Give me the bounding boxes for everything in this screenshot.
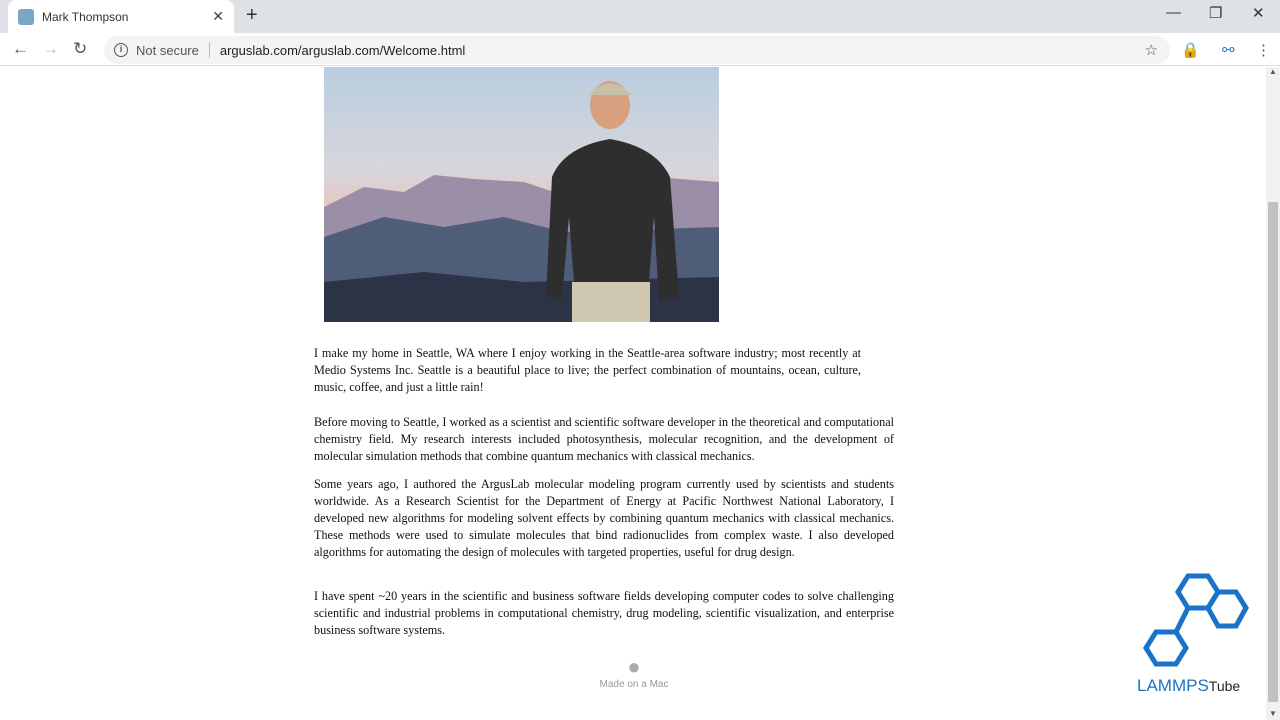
- browser-toolbar: [0, 33, 1280, 66]
- scrollbar-thumb[interactable]: [1268, 202, 1278, 702]
- close-tab-icon[interactable]: ✕: [212, 8, 224, 24]
- new-tab-button[interactable]: +: [246, 4, 258, 26]
- tab-bar: [0, 0, 1280, 33]
- restore-button[interactable]: ❐: [1209, 5, 1223, 22]
- made-on-mac-badge[interactable]: [596, 655, 672, 690]
- extension-lock-icon[interactable]: 🔒: [1181, 42, 1200, 59]
- favicon-icon: [18, 9, 34, 25]
- paragraph-arguslab: Some years ago, I authored the ArgusLab molecular modeling program currently used by scientists and students worldwide. As a Research Scientist for the Department of Energy at Pacific Northwest National Laboratory, I developed new algorithms for modeling solvent effects by combining quantum mechanics with classical mechanics. These methods were used to simulate molecules that bind radionuclides from complex waste. I also developed algorithms for automating the design of molecules with targeted properties, useful for drug design.: [314, 477, 894, 559]
- photo-illustration: [324, 67, 719, 322]
- lammps-tube-watermark: [1134, 570, 1264, 700]
- hexagon-logo-icon: [1134, 570, 1264, 675]
- extension-molecule-icon[interactable]: ⚯: [1222, 42, 1235, 59]
- bookmark-star-icon[interactable]: ☆: [1144, 42, 1158, 59]
- made-on-mac-label: Made on a Mac: [599, 679, 669, 690]
- reload-button[interactable]: ↻: [73, 39, 88, 58]
- menu-icon[interactable]: ⋮: [1256, 42, 1271, 59]
- scroll-up-arrow[interactable]: ▲: [1269, 67, 1277, 76]
- paragraph-intro: I make my home in Seattle, WA where I enjoy working in the Seattle-area software industry; most recently at Medio Systems Inc. Seattle is a beautiful place to live; the perfect combination of mountains, ocean, culture, music, coffee, and just a little rain!: [314, 346, 861, 394]
- lammps-tube-label: LAMMPSTube: [1137, 676, 1241, 695]
- scroll-down-arrow[interactable]: ▼: [1269, 709, 1277, 718]
- apple-icon: ●: [627, 654, 641, 679]
- url-text[interactable]: arguslab.com/arguslab.com/Welcome.html: [219, 42, 466, 58]
- forward-button[interactable]: →: [42, 39, 59, 58]
- security-label: Not secure: [136, 42, 199, 58]
- profile-photo: [324, 67, 719, 322]
- info-icon[interactable]: i: [114, 43, 128, 57]
- paragraph-experience: I have spent ~20 years in the scientific and business software fields developing computer codes to solve challenging scientific and industrial problems in computational chemistry, drug modeling, scientific visualization, and enterprise business software systems.: [314, 589, 894, 637]
- back-button[interactable]: ←: [12, 39, 29, 58]
- tab-mark-thompson[interactable]: [8, 0, 234, 33]
- minimize-button[interactable]: —: [1166, 4, 1181, 21]
- paragraph-background: Before moving to Seattle, I worked as a scientist and scientific software developer in the theoretical and computational chemistry field. My research interests included photosynthesis, molecular recognition, and the development of molecular simulation methods that combine quantum mechanics with classical mechanics.: [314, 415, 894, 463]
- close-window-button[interactable]: ✕: [1252, 5, 1265, 22]
- address-bar[interactable]: [104, 36, 1170, 64]
- tab-title: Mark Thompson: [42, 9, 129, 24]
- divider: [209, 42, 210, 58]
- vertical-scrollbar[interactable]: [1266, 67, 1280, 720]
- page-content: [0, 67, 1266, 720]
